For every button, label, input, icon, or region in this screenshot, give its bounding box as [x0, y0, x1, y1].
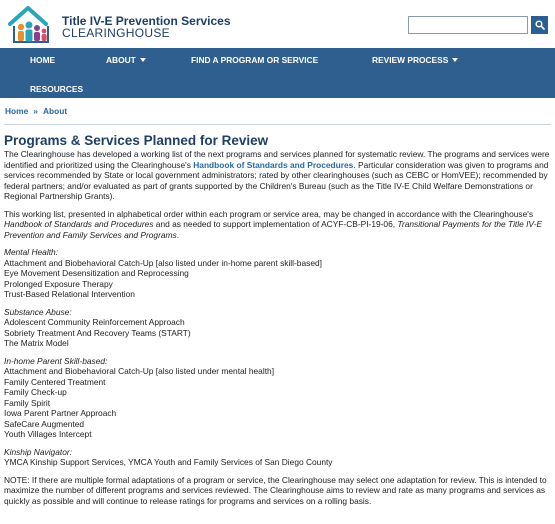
nav-about[interactable]	[106, 55, 146, 66]
transitional-payments-title: Transitional Payments for the Title IV-E Prevention and Family Services and Programs	[4, 219, 543, 240]
program-list-item: YMCA Kinship Support Services, YMCA Youth and Family Services of San Diego County	[4, 457, 333, 467]
intro-text-end: . Particular consideration was given to programs and services recommended by State or local government administrators; rated by other clearinghouses (such as CEBC or HomVEE); recommended by federal partners; and/or evaluated as part of grants supported by the Children's Bureau (such as the Title IV-E Child Welfare Demonstrations or Regional Partnership Grants).	[4, 159, 549, 201]
working-text-end: .	[176, 229, 180, 240]
program-list-item: Adolescent Community Reinforcement Approach	[4, 317, 185, 327]
program-area-title: Substance Abuse:	[4, 306, 72, 317]
search-button[interactable]	[531, 16, 548, 34]
program-list-item: Eye Movement Desensitization and Reprocessing	[4, 268, 189, 278]
site-brand[interactable]	[62, 15, 231, 40]
nav-review-process[interactable]	[372, 55, 458, 66]
divider	[4, 124, 551, 125]
brand-title: Title IV-E Prevention Services	[62, 14, 231, 28]
breadcrumb-home[interactable]: Home	[5, 106, 29, 116]
intro-paragraph	[4, 149, 551, 202]
program-area-title: In-home Parent Skill-based:	[4, 355, 108, 366]
program-list-item: Prolonged Exposure Therapy	[4, 278, 113, 289]
program-area	[4, 307, 551, 349]
main-nav	[0, 48, 555, 98]
working-list-paragraph	[4, 209, 551, 241]
brand-subtitle: CLEARINGHOUSE	[62, 26, 170, 40]
program-area	[4, 356, 551, 440]
program-list-item: Attachment and Biobehavioral Catch-Up [also listed under mental health]	[4, 366, 275, 376]
program-list-item: Sobriety Treatment And Recovery Teams (START)	[4, 327, 191, 338]
nav-resources[interactable]: RESOURCES	[30, 84, 84, 94]
program-list-item: Trust-Based Relational Intervention	[4, 289, 135, 299]
page-title: Programs & Services Planned for Review	[4, 133, 269, 148]
chevron-down-icon	[452, 58, 458, 62]
program-list-item: SafeCare Augmented	[4, 418, 85, 429]
program-list-item: Iowa Parent Partner Approach	[4, 408, 117, 418]
search-icon	[535, 20, 545, 30]
chevron-down-icon	[140, 58, 146, 62]
nav-home[interactable]: HOME	[30, 55, 56, 65]
program-list-item: Attachment and Biobehavioral Catch-Up [also listed under in-home parent skill-based]	[4, 257, 322, 268]
program-areas	[4, 247, 551, 468]
working-text: This working list, presented in alphabetical order within each program or service area, may be changed in accordance with the Clearinghouse's	[4, 208, 534, 219]
program-list-item: Family Centered Treatment	[4, 376, 106, 387]
clearinghouse-logo[interactable]	[6, 4, 58, 44]
handbook-title: Handbook of Standards and Procedures	[4, 219, 154, 229]
program-area	[4, 447, 551, 468]
nav-find-program[interactable]: FIND A PROGRAM OR SERVICE	[191, 55, 319, 65]
program-list-item: Youth Villages Intercept	[4, 429, 92, 439]
search-input[interactable]	[408, 16, 528, 34]
breadcrumb-current[interactable]: About	[42, 106, 68, 116]
nav-about-label: ABOUT	[106, 55, 136, 65]
breadcrumb	[5, 106, 67, 117]
search-form	[408, 16, 548, 34]
program-list-item: The Matrix Model	[4, 338, 69, 348]
site-header	[0, 0, 555, 48]
breadcrumb-separator: »	[33, 106, 38, 116]
program-area-title: Kinship Navigator:	[4, 446, 72, 457]
handbook-link[interactable]: Handbook of Standards and Procedures	[193, 159, 354, 170]
working-text-mid: and as needed to support implementation of ACYF-CB-PI-19-06,	[153, 219, 398, 229]
intro-text: The Clearinghouse has developed a working list of the next programs and services planned for systematic review. The programs and services were identified and prioritized using the Clearinghouse's	[4, 149, 550, 170]
program-list-item: Family Spirit	[4, 397, 51, 408]
note-paragraph: NOTE: If there are multiple formal adaptations of a program or service, the Clearinghouse may select one adaptation for review. This is intended to maximize the number of different programs and services reviewed. The Clearinghouse aims to review and rate as many programs and services as quickly as possible and will continue to release ratings for programs and services on a rolling basis.	[4, 474, 547, 506]
program-area-title: Mental Health:	[4, 247, 58, 257]
program-area	[4, 247, 551, 300]
main-content	[4, 133, 551, 513]
nav-review-label: REVIEW PROCESS	[372, 55, 449, 65]
program-list-item: Family Check-up	[4, 387, 67, 397]
